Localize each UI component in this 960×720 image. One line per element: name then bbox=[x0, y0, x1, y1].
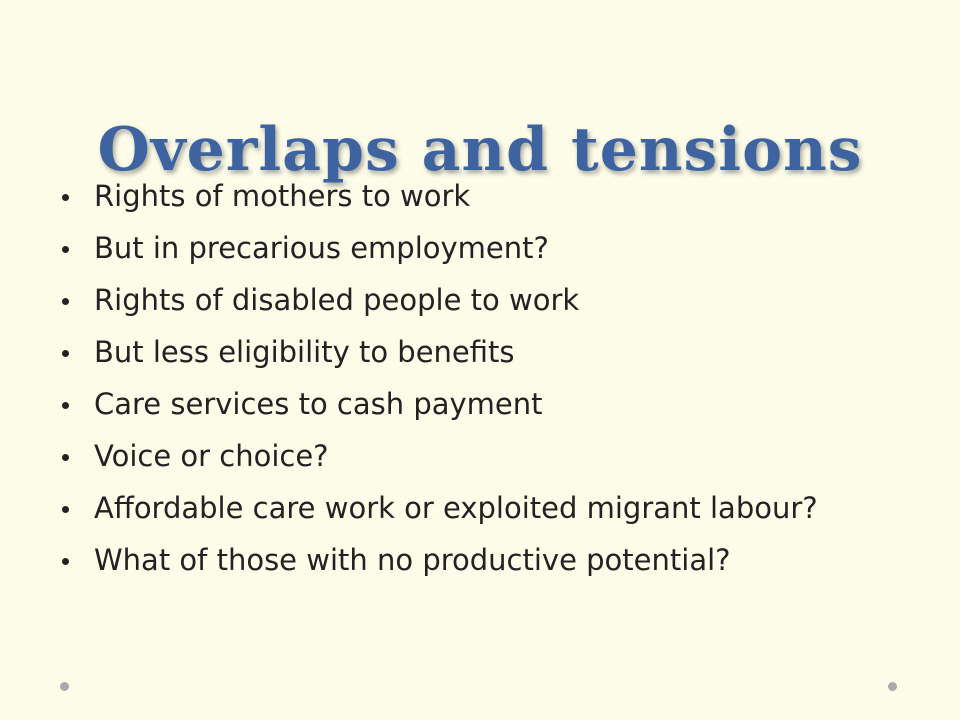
decorative-dot-icon bbox=[60, 682, 69, 691]
bullet-text: But in precarious employment? bbox=[94, 231, 549, 265]
bullet-text: Rights of disabled people to work bbox=[94, 283, 580, 317]
bullet-item bbox=[58, 386, 918, 423]
bullet-item bbox=[58, 438, 918, 475]
bullet-icon bbox=[62, 350, 69, 357]
bullet-icon bbox=[62, 298, 69, 305]
bullet-text: Care services to cash payment bbox=[94, 387, 543, 421]
bullet-list bbox=[58, 178, 918, 594]
bullet-icon bbox=[62, 402, 69, 409]
bullet-icon bbox=[62, 506, 69, 513]
slide-title: Overlaps and tensions bbox=[97, 115, 863, 186]
bullet-icon bbox=[62, 194, 69, 201]
bullet-text: What of those with no productive potential? bbox=[94, 543, 731, 577]
bullet-item bbox=[58, 542, 918, 579]
bullet-icon bbox=[62, 558, 69, 565]
bullet-text: Rights of mothers to work bbox=[94, 179, 471, 213]
bullet-icon bbox=[62, 454, 69, 461]
bullet-text: But less eligibility to benefits bbox=[94, 335, 515, 369]
bullet-text: Voice or choice? bbox=[94, 439, 329, 473]
bullet-item bbox=[58, 334, 918, 371]
bullet-item bbox=[58, 230, 918, 267]
bullet-text: Affordable care work or exploited migrant labour? bbox=[94, 491, 818, 525]
bullet-item bbox=[58, 282, 918, 319]
decorative-dot-icon bbox=[888, 682, 897, 691]
bullet-item bbox=[58, 178, 918, 215]
bullet-icon bbox=[62, 246, 69, 253]
bullet-item bbox=[58, 490, 918, 527]
